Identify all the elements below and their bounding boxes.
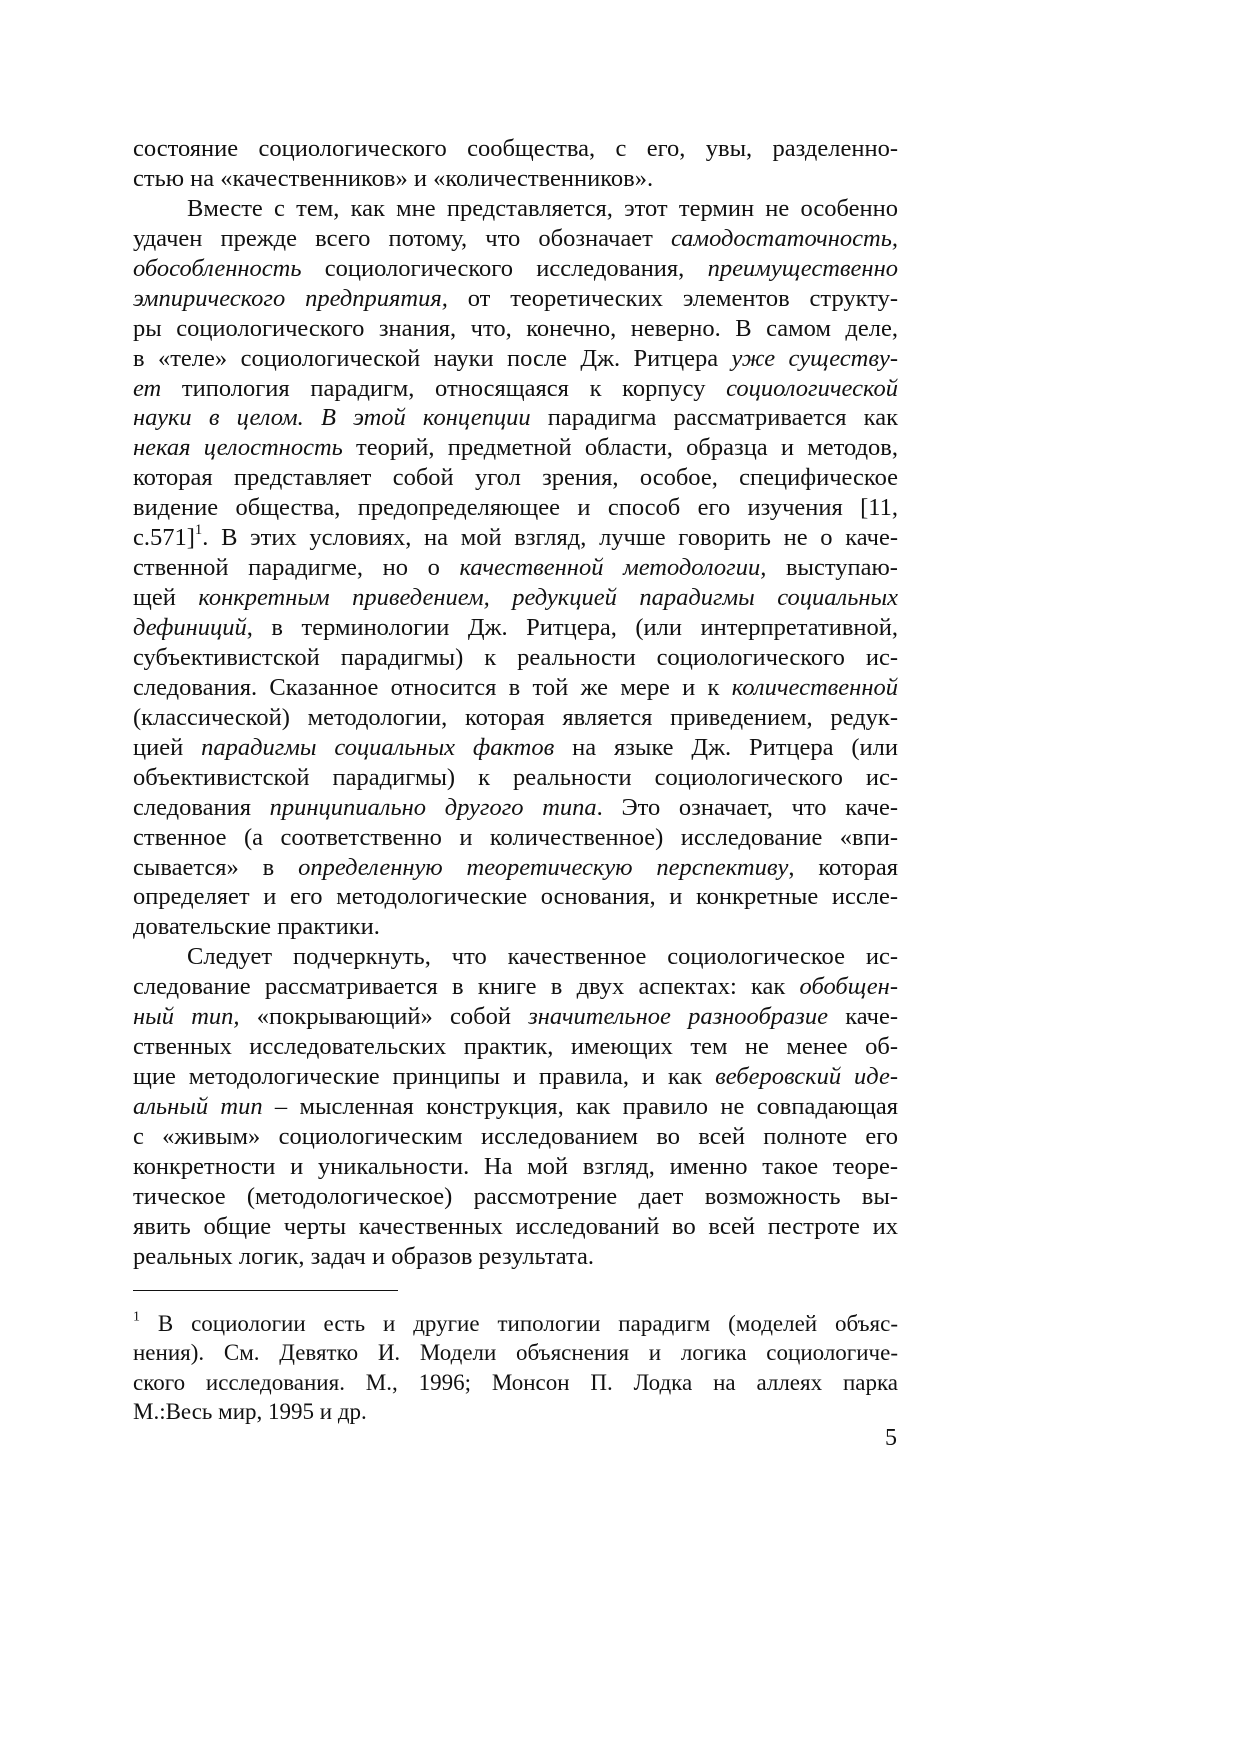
italic-text: дефиниций <box>133 614 247 641</box>
text: каче- <box>827 1003 898 1031</box>
text: «покрывающий» собой <box>239 1003 529 1031</box>
text: социологического исследования, <box>301 254 708 282</box>
text-line <box>133 853 898 883</box>
text-line <box>133 643 898 673</box>
text: ственное (а соответственно и количественное) исследование «впи- <box>133 823 898 851</box>
text-line <box>133 403 898 433</box>
text: следование рассматривается в книге в двух аспектах: как <box>133 973 800 1001</box>
italic-text: ный тип, <box>133 1003 240 1031</box>
text: явить общие черты качественных исследований во всей пестроте их <box>133 1212 898 1240</box>
text-line <box>133 972 898 1002</box>
italic-text: обособленность <box>133 254 302 282</box>
text: стью на «качественников» и «количественников». <box>133 164 654 192</box>
text: объективистской парадигмы) к реальности социологического ис- <box>133 763 898 791</box>
text: на языке Дж. Ритцера (или <box>554 733 898 761</box>
italic-text: науки в целом. В этой концепции <box>133 404 531 432</box>
italic-text: качественной методологии, <box>459 554 767 582</box>
text: определяет и его методологические основания, и конкретные иссле- <box>133 883 898 911</box>
text-line <box>133 703 898 733</box>
text-line <box>133 344 898 374</box>
text-line <box>133 583 898 613</box>
text-line <box>133 1182 898 1212</box>
text: следования <box>133 793 270 821</box>
italic-text: некая целостность <box>133 434 343 462</box>
text: теорий, предметной области, образца и методов, <box>342 434 899 462</box>
text: которая представляет собой угол зрения, особое, специфическое <box>133 464 898 492</box>
text: конкретности и уникальности. На мой взгляд, именно такое теоре- <box>133 1152 898 1180</box>
text-line <box>133 224 898 254</box>
text-line <box>133 673 898 703</box>
text: парадигма рассматривается как <box>530 404 898 432</box>
text-line <box>133 1212 898 1242</box>
text: ственной парадигме, но о <box>133 554 460 582</box>
italic-text: обобщен- <box>799 973 898 1001</box>
italic-text: определенную теоретическую перспективу <box>298 853 789 881</box>
text: (классической) методологии, которая является приведением, редук- <box>133 703 898 731</box>
text: от теоретических элементов структу- <box>447 284 898 312</box>
footnote-line <box>133 1397 898 1426</box>
text: выступаю- <box>766 554 898 582</box>
italic-text: значительное разнообразие <box>528 1003 828 1031</box>
text: щей <box>133 584 199 612</box>
text-line <box>133 1032 898 1062</box>
text: Следует подчеркнуть, что качественное социологическое ис- <box>187 943 898 971</box>
text: довательские практики. <box>133 913 380 941</box>
italic-text: ет <box>133 374 162 402</box>
footnote-marker: 1 <box>194 522 203 539</box>
footnote-line <box>133 1309 898 1338</box>
text: щие методологические принципы и правила, и как <box>133 1063 716 1091</box>
text: – мысленная конструкция, как правило не совпадающая <box>262 1093 898 1120</box>
italic-text: конкретным приведением, редукцией парадигмы социальных <box>198 584 898 612</box>
text-line <box>133 763 898 793</box>
italic-text: парадигмы социальных фактов <box>201 733 555 761</box>
text: в «теле» социологической науки после Дж. Ритцера <box>133 344 732 372</box>
text: нения). См. Девятко И. Модели объяснения и логика социологиче- <box>133 1340 898 1366</box>
footnote-marker: 1 <box>133 1308 140 1324</box>
text: с «живым» социологическим исследованием во всей полноте его <box>133 1122 898 1150</box>
body-text <box>133 134 898 1272</box>
page-number: 5 <box>885 1425 897 1451</box>
italic-text: самодостаточность, <box>670 224 898 252</box>
text: , которая <box>788 853 898 881</box>
italic-text: преимущественно <box>707 254 898 282</box>
text-line <box>133 1152 898 1182</box>
text: типология парадигм, относящаяся к корпусу <box>161 374 727 402</box>
footnote-divider <box>133 1290 398 1291</box>
italic-text: альный тип <box>133 1093 263 1120</box>
italic-text: веберовский иде- <box>715 1063 898 1091</box>
text-line <box>133 553 898 583</box>
text-line <box>133 823 898 853</box>
text-line <box>133 942 898 972</box>
text-line <box>133 882 898 912</box>
text: следования. Сказанное относится в той же мере и к <box>133 673 732 701</box>
text-line <box>133 374 898 404</box>
text-line <box>133 912 898 942</box>
text-line <box>133 733 898 763</box>
text-line <box>133 1002 898 1032</box>
text: с.571] <box>133 524 195 552</box>
text: реальных логик, задач и образов результата. <box>133 1242 595 1270</box>
text: сывается» в <box>133 853 299 881</box>
italic-text: уже существу- <box>731 344 899 372</box>
text-line <box>133 1062 898 1092</box>
text: состояние социологического сообщества, с его, увы, разделенно- <box>133 135 898 162</box>
text-line <box>133 1092 898 1122</box>
text-line <box>133 793 898 823</box>
text-line <box>133 523 898 553</box>
text-line <box>133 1122 898 1152</box>
text-line <box>133 613 898 643</box>
text: , в терминологии Дж. Ритцера, (или интерпретативной, <box>246 614 898 641</box>
text: тическое (методологическое) рассмотрение дает возможность вы- <box>133 1182 898 1210</box>
italic-text: социологической <box>726 374 898 402</box>
text: ры социологического знания, что, конечно, неверно. В самом деле, <box>133 314 898 342</box>
footnote-line <box>133 1338 898 1367</box>
text-line <box>133 284 898 314</box>
italic-text: эмпирического предприятия, <box>133 284 448 312</box>
footnote <box>133 1309 898 1427</box>
text: видение общества, предопределяющее и способ его изучения [11, <box>133 494 898 522</box>
text-line <box>133 254 898 284</box>
text: В социологии есть и другие типологии парадигм (моделей объяс- <box>139 1311 898 1336</box>
text: . В этих условиях, на мой взгляд, лучше говорить не о каче- <box>202 524 898 552</box>
text-line <box>133 164 898 194</box>
text-line <box>133 314 898 344</box>
italic-text: принципиально другого типа <box>269 793 597 821</box>
text-line <box>133 463 898 493</box>
text-line <box>133 1242 898 1272</box>
text-line <box>133 134 898 164</box>
text: ственных исследовательских практик, имеющих тем не менее об- <box>133 1033 898 1061</box>
text: . Это означает, что каче- <box>596 793 898 821</box>
italic-text: количественной <box>731 673 898 701</box>
text-line <box>133 493 898 523</box>
text: М.:Весь мир, 1995 и др. <box>133 1399 367 1425</box>
text: Вместе с тем, как мне представляется, этот термин не особенно <box>187 194 898 222</box>
text: ского исследования. М., 1996; Монсон П. Лодка на аллеях парка <box>133 1369 898 1395</box>
text-line <box>133 433 898 463</box>
text-line <box>133 194 898 224</box>
footnote-line <box>133 1368 898 1397</box>
text: цией <box>133 733 202 761</box>
text: удачен прежде всего потому, что обозначает <box>133 224 671 252</box>
text: субъективистской парадигмы) к реальности социологического ис- <box>133 643 898 671</box>
